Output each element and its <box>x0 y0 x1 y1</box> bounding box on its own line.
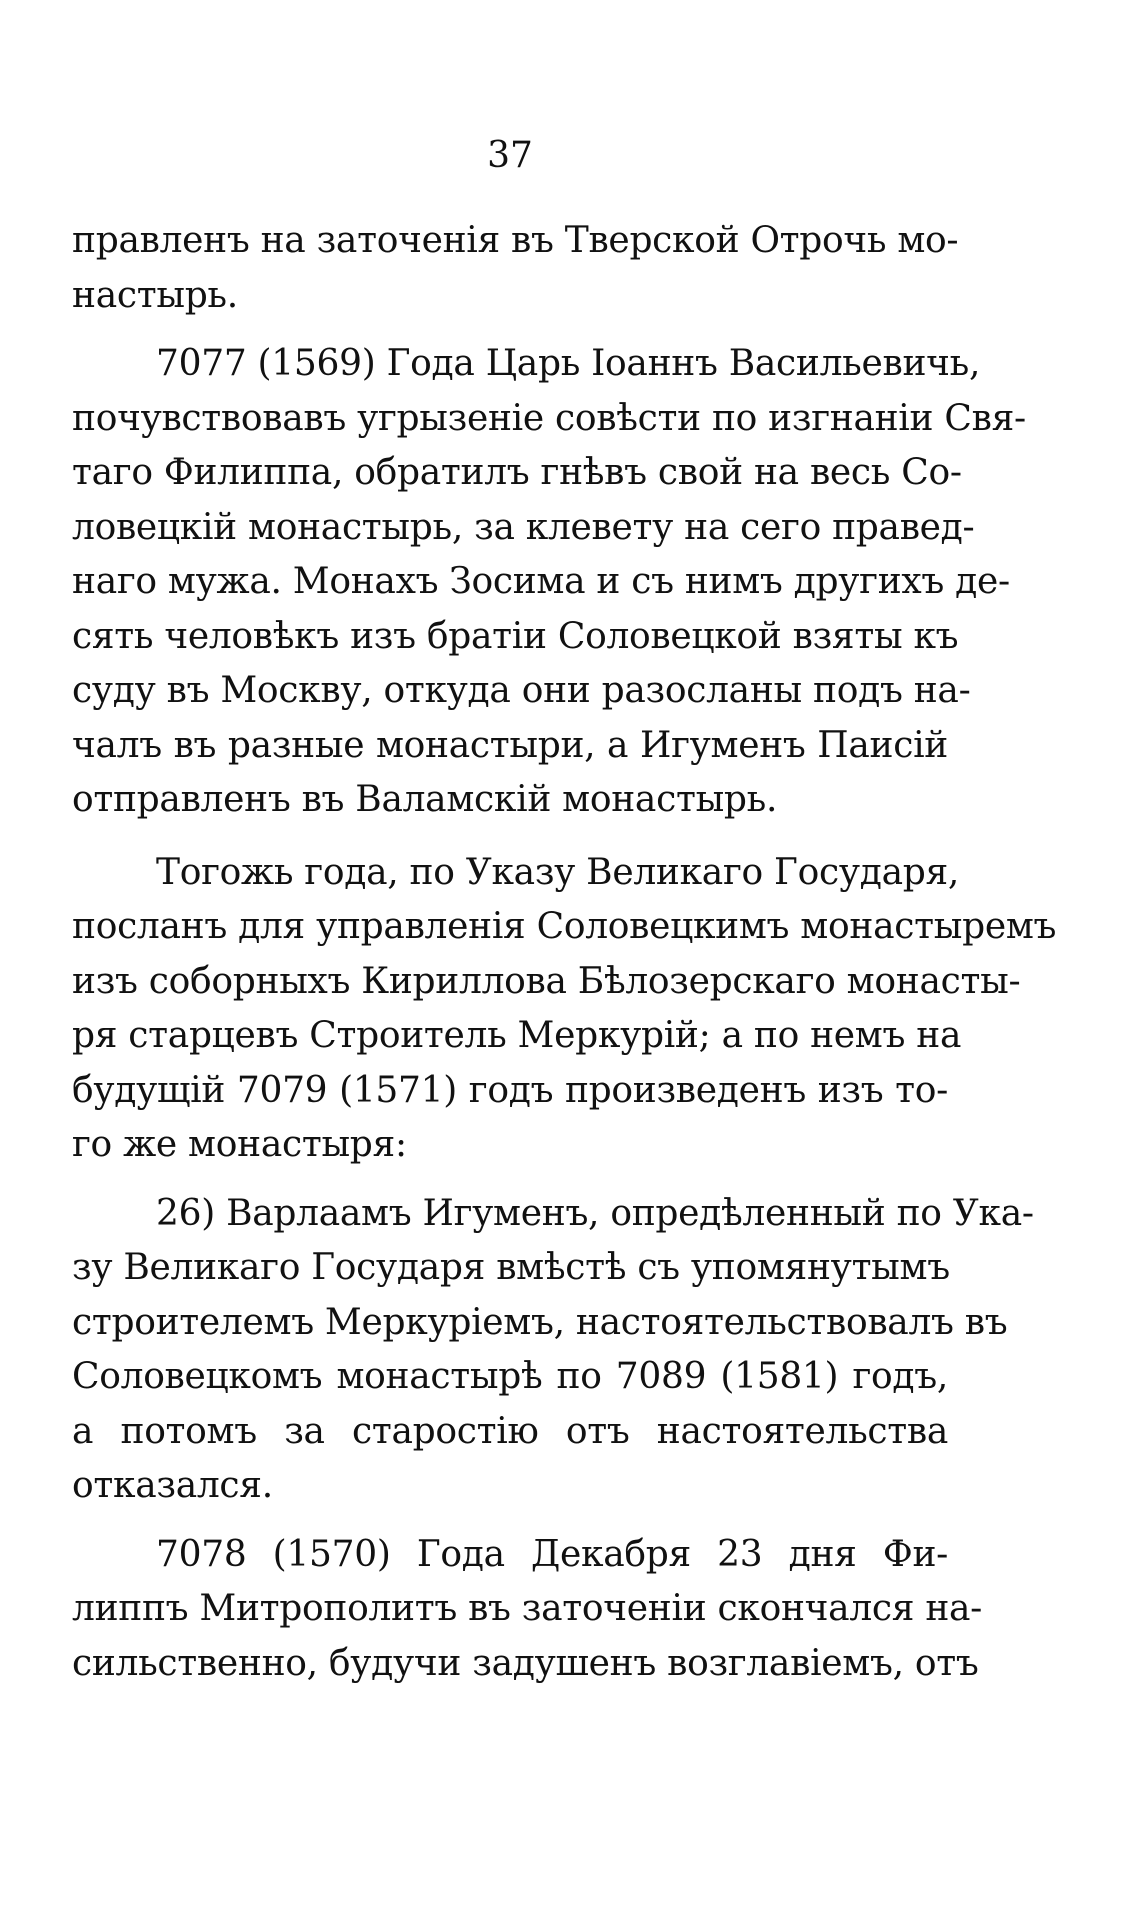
text-line: Тогожь года, по Указу Великаго Государя, <box>156 851 960 893</box>
text-line: липпъ Митрополитъ въ заточеніи скончался на- <box>72 1588 983 1629</box>
page-number: 37 <box>487 135 533 176</box>
text-line: будущій 7079 (1571) годъ произведенъ изъ то- <box>72 1069 948 1111</box>
text-line: изъ соборныхъ Кириллова Бѣлозерскаго монасты- <box>72 960 1021 1002</box>
text-line: отправленъ въ Валамскій монастырь. <box>72 779 778 820</box>
text-line: наго мужа. Монахъ Зосима и съ нимъ другихъ де- <box>72 561 1010 602</box>
text-line: настырь. <box>72 274 238 316</box>
text-line: чалъ въ разные монастыри, а Игуменъ Паисій <box>72 724 948 766</box>
text-line: Соловецкомъ монастырѣ по 7089 (1581) годъ, <box>72 1356 948 1397</box>
text-line: отказался. <box>72 1465 273 1506</box>
paragraph-1 <box>72 214 959 323</box>
paragraph-2 <box>72 337 1026 828</box>
text-line: 26) Варлаамъ Игуменъ, опредѣленный по Ука- <box>156 1192 1034 1234</box>
text-line: сять человѣкъ изъ братіи Соловецкой взяты къ <box>72 615 959 657</box>
text-line: суду въ Москву, откуда они разосланы подъ на- <box>72 670 971 711</box>
text-line: го же монастыря: <box>72 1124 407 1165</box>
paragraph-3 <box>72 846 1057 1173</box>
paragraph-4 <box>72 1187 1034 1514</box>
text-line: таго Филиппа, обратилъ гнѣвъ свой на весь Со- <box>72 452 962 493</box>
text-line: строителемъ Меркуріемъ, настоятельствовалъ въ <box>72 1301 1008 1343</box>
text-line: сильственно, будучи задушенъ возглавіемъ, отъ <box>72 1642 979 1684</box>
text-line: а потомъ за старостію отъ настоятельства <box>72 1410 948 1452</box>
body-text <box>72 214 1057 1705</box>
text-line: почувствовавъ угрызеніе совѣсти по изгнаніи Свя- <box>72 397 1026 439</box>
text-line: ря старцевъ Строитель Меркурій; а по немъ на <box>72 1015 962 1056</box>
text-line: правленъ на заточенія въ Тверской Отрочь мо- <box>72 220 959 261</box>
paragraph-5 <box>72 1528 983 1692</box>
text-line: ловецкій монастырь, за клевету на сего правед- <box>72 506 975 548</box>
text-line: зу Великаго Государя вмѣстѣ съ упомянутымъ <box>72 1247 950 1288</box>
text-line: 7078 (1570) Года Декабря 23 дня Фи- <box>156 1533 948 1575</box>
text-line: 7077 (1569) Года Царь Іоаннъ Васильевичь, <box>156 343 981 384</box>
text-line: посланъ для управленія Соловецкимъ монастыремъ <box>72 906 1057 947</box>
